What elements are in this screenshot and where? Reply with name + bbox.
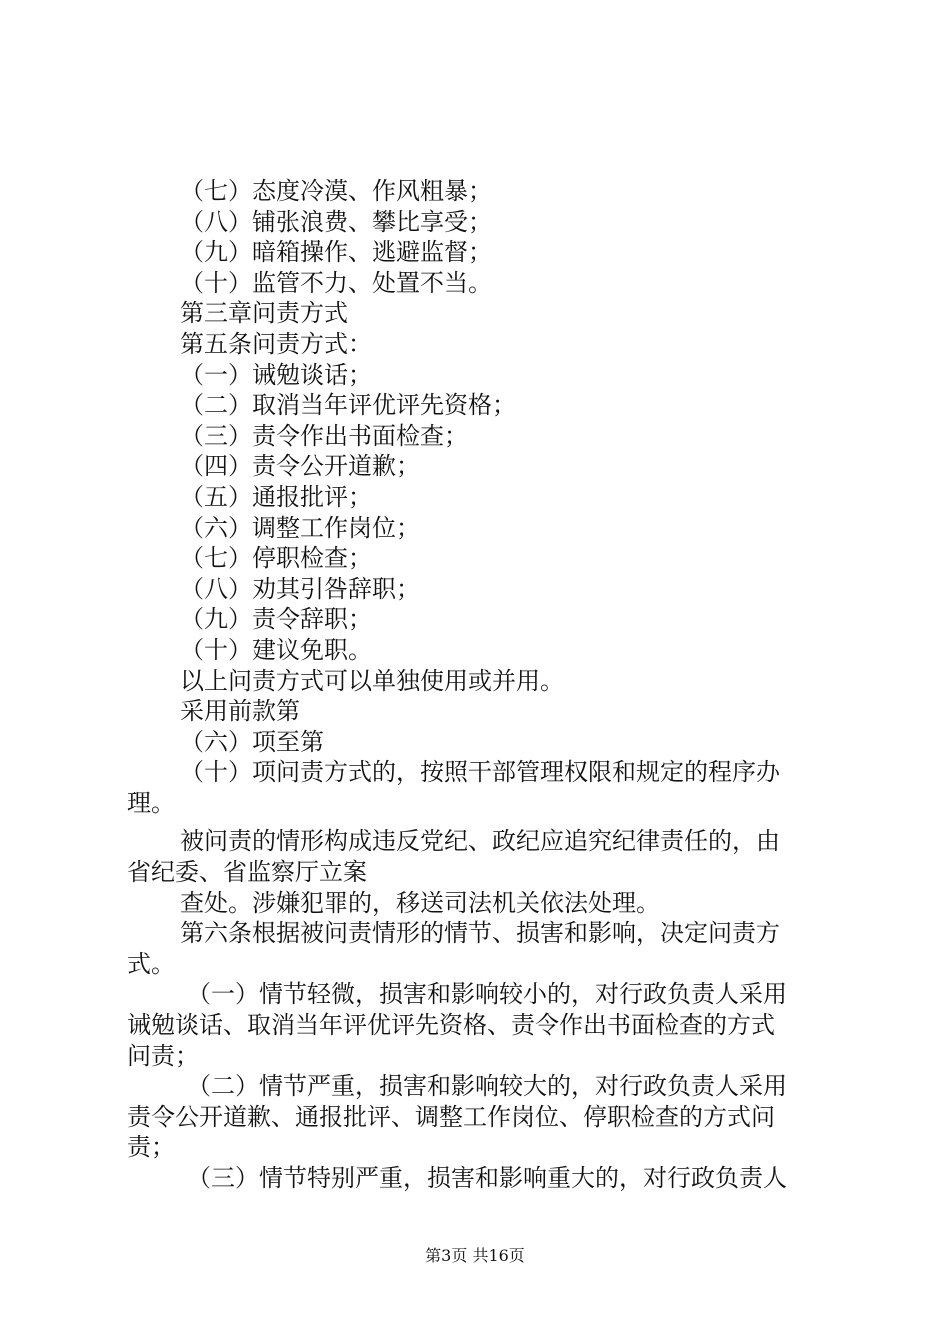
document-line: 问责； <box>127 1041 199 1070</box>
document-line: （五）通报批评； <box>180 482 372 511</box>
document-line: （八）铺张浪费、攀比享受； <box>180 207 492 236</box>
document-line: 责； <box>127 1133 175 1162</box>
document-line: （一）情节轻微，损害和影响较小的，对行政负责人采用 <box>187 980 787 1009</box>
document-line: （四）责令公开道歉； <box>180 452 420 481</box>
document-line: （三）责令作出书面检查； <box>180 421 468 450</box>
document-line: （十）建议免职。 <box>180 635 372 664</box>
document-line: （九）责令辞职； <box>180 605 372 634</box>
document-line: 责令公开道歉、通报批评、调整工作岗位、停职检查的方式问 <box>127 1102 775 1131</box>
document-line: （二）情节严重，损害和影响较大的，对行政负责人采用 <box>187 1072 787 1101</box>
document-line: （六）调整工作岗位； <box>180 513 420 542</box>
document-line: 诫勉谈话、取消当年评优评先资格、责令作出书面检查的方式 <box>127 1011 775 1040</box>
document-line: 第六条根据被问责情形的情节、损害和影响，决定问责方 <box>180 919 780 948</box>
document-line: 省纪委、省监察厅立案 <box>127 858 367 887</box>
document-line: （七）态度冷漠、作风粗暴； <box>180 177 492 205</box>
document-line: （八）劝其引咎辞职； <box>180 574 420 603</box>
document-line: 被问责的情形构成违反党纪、政纪应追究纪律责任的，由 <box>180 827 780 856</box>
document-line: 查处。涉嫌犯罪的，移送司法机关依法处理。 <box>180 888 660 917</box>
document-line: （七）停职检查； <box>180 544 372 573</box>
document-line: （三）情节特别严重，损害和影响重大的，对行政负责人 <box>187 1164 787 1192</box>
document-line: （十）项问责方式的，按照干部管理权限和规定的程序办 <box>180 758 780 787</box>
document-body <box>127 176 831 1194</box>
document-line: 式。 <box>127 949 175 978</box>
document-line: 采用前款第 <box>180 697 300 726</box>
document-line: （六）项至第 <box>180 727 324 756</box>
document-line: （一）诫勉谈话； <box>180 360 372 389</box>
document-line: 以上问责方式可以单独使用或并用。 <box>180 666 564 695</box>
document-line: 理。 <box>127 788 175 817</box>
document-line: 第三章问责方式 <box>180 299 348 328</box>
document-line: （十）监管不力、处置不当。 <box>180 268 492 297</box>
document-line: 第五条问责方式： <box>180 329 372 358</box>
document-line: （九）暗箱操作、逃避监督； <box>180 238 492 267</box>
page-footer: 第3页 共16页 <box>425 1246 525 1265</box>
document-line: （二）取消当年评优评先资格； <box>180 391 516 420</box>
